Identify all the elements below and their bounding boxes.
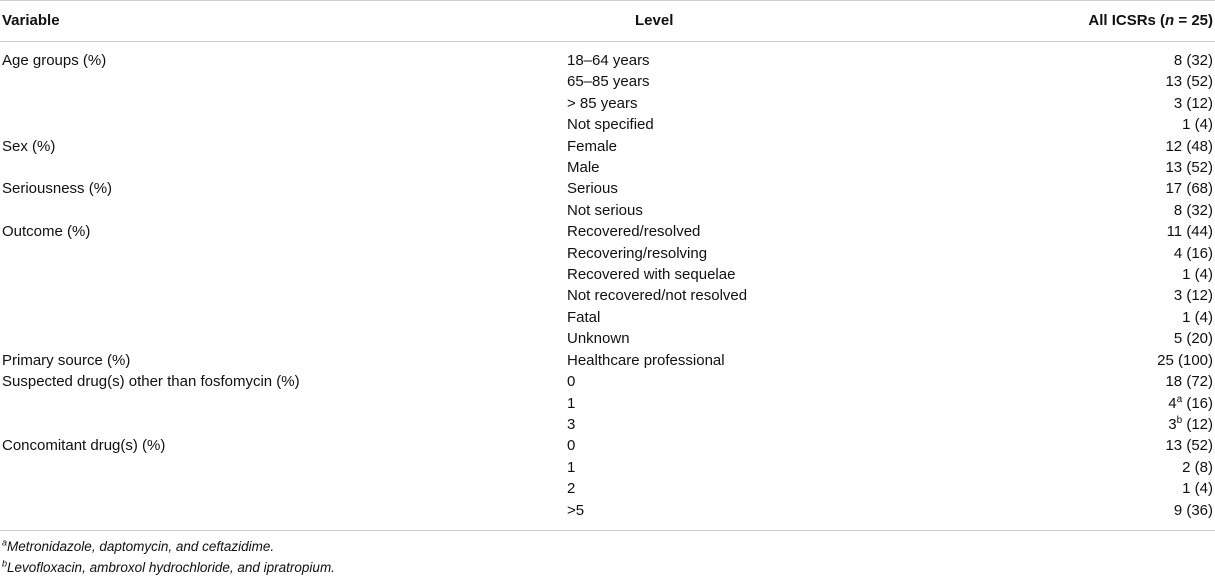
cell-variable: Seriousness (%) (2, 180, 113, 198)
footnote-text: Metronidazole, daptomycin, and ceftazidime. (7, 539, 275, 554)
cell-level: Male (567, 159, 600, 177)
cell-variable (0, 157, 567, 178)
header-all-icsrs (935, 1, 1215, 42)
cell-value: 1 (4) (1182, 266, 1213, 284)
table-row (0, 414, 1215, 435)
footnote-b (2, 557, 335, 578)
cell-level: > 85 years (567, 94, 638, 112)
cell-variable (0, 478, 567, 499)
cell-value: 9 (36) (1173, 501, 1213, 519)
cell-value: 8 (32) (1173, 201, 1213, 219)
cell-value-main: 4 (1168, 394, 1177, 412)
cell-value: 5 (20) (1173, 330, 1213, 348)
table-row (0, 221, 1215, 242)
cell-variable (0, 393, 567, 414)
cell-value: 18 (72) (1165, 373, 1213, 391)
cell-value-rest: (12) (1182, 415, 1213, 433)
cell-level: Recovering/resolving (567, 244, 708, 262)
cell-value: 1 (4) (1182, 308, 1213, 326)
cell-level: Recovered with sequelae (567, 266, 736, 284)
cell-value-main: 3 (1168, 415, 1177, 433)
table-spacer (0, 521, 1215, 531)
cell-variable: Sex (%) (2, 137, 56, 155)
table-row (0, 114, 1215, 135)
footnote-ref-b: b (1176, 414, 1183, 426)
cell-value: 1 (4) (1182, 480, 1213, 498)
cell-level: 3 (567, 415, 576, 433)
footnote-text: Levofloxacin, ambroxol hydrochloride, and ipratropium. (7, 560, 335, 575)
table-row (0, 435, 1215, 456)
cell-level: 18–64 years (567, 52, 650, 69)
footnote-mark: a (2, 537, 8, 548)
cell-level: Fatal (567, 308, 601, 326)
cell-value-rest: (16) (1182, 394, 1213, 412)
cell-level: Female (567, 137, 618, 155)
cell-variable (0, 114, 567, 135)
footnote-a (2, 536, 335, 557)
cell-value: 17 (68) (1165, 180, 1213, 198)
table-row (0, 136, 1215, 157)
table-bottom-rule (0, 530, 1215, 531)
table-row (0, 393, 1215, 414)
cell-level: Unknown (567, 330, 630, 348)
header-all-icsrs-prefix: All ICSRs ( (1088, 12, 1166, 29)
header-n-symbol: n (1165, 12, 1175, 29)
cell-value: 3 (12) (1173, 94, 1213, 112)
table-row (0, 328, 1215, 349)
cell-value (935, 414, 1215, 435)
cell-level: >5 (567, 501, 585, 519)
cell-variable (0, 93, 567, 114)
cell-level: 0 (567, 437, 576, 455)
cell-level: Not recovered/not resolved (567, 287, 748, 305)
table-footnotes (2, 536, 335, 578)
cell-value: 25 (100) (1157, 351, 1213, 369)
table-row (0, 93, 1215, 114)
cell-variable (0, 200, 567, 221)
cell-variable (0, 71, 567, 92)
table-header (0, 1, 1215, 42)
cell-level: Serious (567, 180, 618, 198)
table-row (0, 371, 1215, 392)
cell-variable: Suspected drug(s) other than fosfomycin (%) (2, 373, 300, 391)
cell-value: 12 (48) (1165, 137, 1213, 155)
cell-value: 2 (8) (1182, 458, 1213, 476)
cell-variable (0, 414, 567, 435)
cell-variable (0, 264, 567, 285)
cell-variable: Concomitant drug(s) (%) (2, 437, 166, 455)
cell-level: 1 (567, 458, 576, 476)
table-row (0, 200, 1215, 221)
cell-level: Healthcare professional (567, 351, 725, 369)
cell-value: 4 (16) (1173, 244, 1213, 262)
cell-level: Recovered/resolved (567, 223, 701, 241)
cell-variable: Age groups (%) (2, 52, 107, 69)
cell-variable: Primary source (%) (2, 351, 131, 369)
table-row (0, 264, 1215, 285)
table-row (0, 457, 1215, 478)
cell-value (935, 393, 1215, 414)
cell-variable (0, 457, 567, 478)
cell-level: 0 (567, 373, 576, 391)
header-level: Level (635, 12, 674, 29)
footnote-ref-a: a (1176, 393, 1183, 405)
cell-value: 13 (52) (1165, 159, 1213, 177)
cell-level: 1 (567, 394, 576, 412)
table-row (0, 178, 1215, 199)
cell-variable (0, 307, 567, 328)
table-row (0, 285, 1215, 306)
cell-value: 13 (52) (1165, 73, 1213, 91)
footnote-mark: b (2, 558, 8, 569)
header-all-icsrs-suffix: = 25) (1174, 12, 1213, 29)
cell-value: 8 (32) (1173, 52, 1213, 69)
table-body (0, 42, 1215, 531)
table-row (0, 307, 1215, 328)
table-row (0, 50, 1215, 71)
cell-variable (0, 285, 567, 306)
header-row (0, 1, 1215, 42)
cell-value: 13 (52) (1165, 437, 1213, 455)
table-row (0, 478, 1215, 499)
cell-variable (0, 328, 567, 349)
cell-value: 1 (4) (1182, 116, 1213, 134)
table-row (0, 71, 1215, 92)
table-row (0, 350, 1215, 371)
table-row (0, 243, 1215, 264)
cell-level: Not serious (567, 201, 643, 219)
table-row (0, 157, 1215, 178)
cell-level: Not specified (567, 116, 654, 134)
table-row (0, 500, 1215, 521)
header-variable: Variable (2, 12, 60, 29)
cell-variable (0, 500, 567, 521)
cell-level: 2 (567, 480, 576, 498)
cell-value: 11 (44) (1166, 223, 1213, 241)
cell-variable: Outcome (%) (2, 223, 91, 241)
cell-level: 65–85 years (567, 73, 650, 91)
cell-value: 3 (12) (1173, 287, 1213, 305)
cell-variable (0, 243, 567, 264)
